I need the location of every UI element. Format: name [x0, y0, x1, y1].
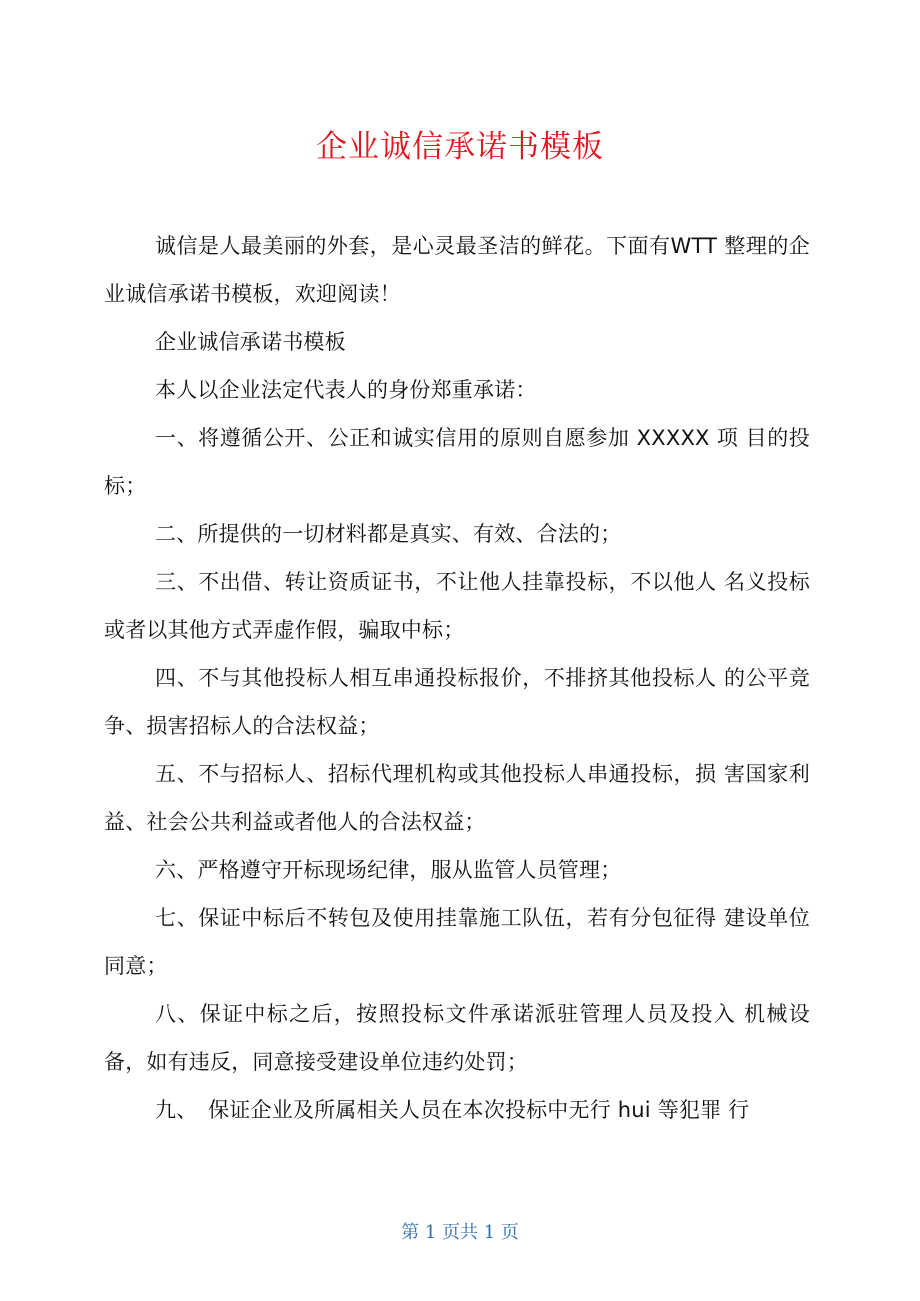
paragraph-item-3: 三、不出借、转让资质证书，不让他人挂靠投标，不以他人 名义投标或者以其他方式弄虚作假，骗取中标；	[104, 570, 810, 642]
document-body	[104, 222, 810, 1134]
document-title: 企业诚信承诺书模板	[316, 129, 604, 165]
paragraph-item-7: 七、保证中标后不转包及使用挂靠施工队伍，若有分包征得 建设单位同意；	[104, 906, 810, 978]
paragraph-intro: 诚信是人最美丽的外套，是心灵最圣洁的鲜花。下面有WTT 整理的企业诚信承诺书模板，欢迎阅读！	[104, 234, 810, 306]
paragraph-item-6: 六、严格遵守开标现场纪律，服从监管人员管理；	[155, 858, 622, 882]
paragraph-preamble: 本人以企业法定代表人的身份郑重承诺：	[155, 378, 537, 402]
paragraph-item-2: 二、所提供的一切材料都是真实、有效、合法的；	[155, 522, 622, 546]
paragraph-item-5: 五、不与招标人、招标代理机构或其他投标人串通投标，损 害国家利益、社会公共利益或者他人的合法权益；	[104, 762, 810, 834]
paragraph-item-1: 一、将遵循公开、公正和诚实信用的原则自愿参加 XXXXX 项 目的投标；	[104, 426, 810, 498]
paragraph-item-8: 八、保证中标之后，按照投标文件承诺派驻管理人员及投入 机械设备，如有违反，同意接受建设单位违约处罚；	[104, 1002, 810, 1074]
page-footer: 第 1 页共 1 页	[401, 1222, 519, 1243]
paragraph-subtitle: 企业诚信承诺书模板	[155, 330, 346, 354]
paragraph-item-4: 四、不与其他投标人相互串通投标报价，不排挤其他投标人 的公平竞争、损害招标人的合法权益；	[104, 666, 810, 738]
paragraph-item-9: 九、 保证企业及所属相关人员在本次投标中无行 hui 等犯罪 行	[155, 1098, 750, 1122]
